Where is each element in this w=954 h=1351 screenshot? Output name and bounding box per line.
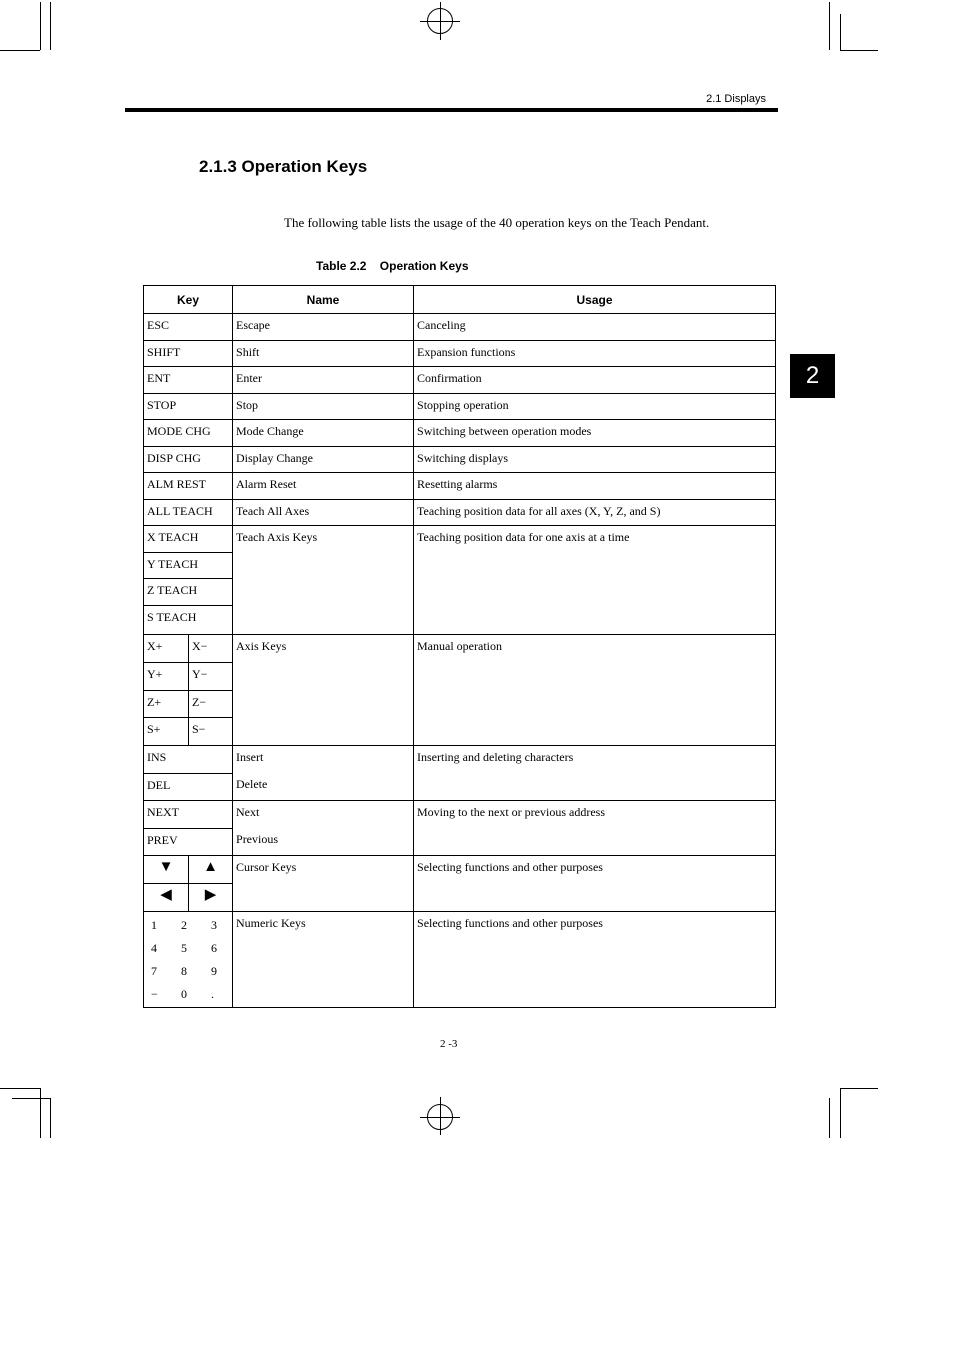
table-row	[144, 340, 776, 367]
table-row	[144, 499, 776, 526]
crop-mark	[50, 2, 51, 50]
table-row	[144, 855, 776, 883]
crop-mark	[840, 14, 841, 50]
key-cell: ESC	[144, 314, 233, 341]
header-key: Key	[144, 286, 233, 314]
numeric-keypad	[144, 912, 232, 1001]
key-cell: S−	[189, 717, 233, 745]
key-cell: SHIFT	[144, 340, 233, 367]
numeric-key: 9	[211, 963, 217, 978]
table-row	[144, 745, 776, 773]
numeric-key: 7	[151, 963, 157, 978]
crop-mark	[829, 2, 830, 50]
crop-mark	[829, 1098, 830, 1138]
key-cell: X+	[144, 634, 189, 662]
crop-mark	[0, 50, 40, 51]
name-cell: Cursor Keys	[233, 855, 414, 911]
crop-mark	[840, 1088, 841, 1138]
header-name: Name	[233, 286, 414, 314]
numeric-key: 2	[181, 917, 187, 932]
crop-mark	[40, 2, 41, 50]
table-row	[144, 800, 776, 828]
name-cell: Next	[233, 800, 414, 828]
crop-mark	[12, 1098, 50, 1099]
key-cell: INS	[144, 745, 233, 773]
numeric-key: .	[211, 986, 214, 1001]
key-cell: Y TEACH	[144, 552, 233, 579]
name-cell: Enter	[233, 367, 414, 394]
crop-mark	[40, 1088, 41, 1138]
key-cell: S TEACH	[144, 605, 233, 634]
key-cell: NEXT	[144, 800, 233, 828]
usage-cell: Inserting and deleting characters	[414, 745, 776, 800]
up-arrow-key-icon: ▲	[189, 855, 233, 883]
numeric-keys-cell	[144, 911, 233, 1007]
table-row	[144, 473, 776, 500]
key-cell: X TEACH	[144, 526, 233, 553]
key-cell: X−	[189, 634, 233, 662]
key-cell: S+	[144, 717, 189, 745]
key-cell: Z+	[144, 690, 189, 717]
key-cell: ALL TEACH	[144, 499, 233, 526]
table-row	[144, 446, 776, 473]
numeric-key: 4	[151, 940, 157, 955]
numeric-key: 1	[151, 917, 157, 932]
usage-cell: Canceling	[414, 314, 776, 341]
crop-mark	[840, 1088, 878, 1089]
table-row	[144, 634, 776, 662]
usage-cell: Manual operation	[414, 634, 776, 745]
key-cell: Z−	[189, 690, 233, 717]
down-arrow-key-icon: ▼	[144, 855, 189, 883]
usage-cell: Switching between operation modes	[414, 420, 776, 447]
registration-mark	[440, 1097, 441, 1135]
registration-mark	[420, 1117, 460, 1118]
table-row	[144, 911, 776, 1007]
numeric-key: 5	[181, 940, 187, 955]
numeric-key: 3	[211, 917, 217, 932]
name-cell: Numeric Keys	[233, 911, 414, 1007]
name-cell: Mode Change	[233, 420, 414, 447]
key-cell: DISP CHG	[144, 446, 233, 473]
usage-cell: Confirmation	[414, 367, 776, 394]
usage-cell: Resetting alarms	[414, 473, 776, 500]
table-row	[144, 526, 776, 553]
name-cell: Teach Axis Keys	[233, 526, 414, 635]
numeric-key: 8	[181, 963, 187, 978]
key-cell: ALM REST	[144, 473, 233, 500]
name-cell: Display Change	[233, 446, 414, 473]
key-cell: DEL	[144, 773, 233, 800]
name-cell: Escape	[233, 314, 414, 341]
header-rule	[125, 108, 778, 112]
section-title: 2.1.3 Operation Keys	[199, 157, 368, 176]
key-cell: ENT	[144, 367, 233, 394]
running-header: 2.1 Displays	[706, 93, 766, 105]
name-cell: Delete	[233, 773, 414, 800]
name-cell: Axis Keys	[233, 634, 414, 745]
key-cell: Z TEACH	[144, 579, 233, 606]
name-cell: Alarm Reset	[233, 473, 414, 500]
name-cell: Teach All Axes	[233, 499, 414, 526]
operation-keys-table	[143, 285, 776, 1008]
usage-cell: Switching displays	[414, 446, 776, 473]
usage-cell: Selecting functions and other purposes	[414, 855, 776, 911]
numeric-key: 0	[181, 986, 187, 1001]
usage-cell: Expansion functions	[414, 340, 776, 367]
numeric-key: −	[151, 986, 158, 1001]
usage-cell: Selecting functions and other purposes	[414, 911, 776, 1007]
table-caption: Table 2.2 Operation Keys	[316, 259, 469, 273]
left-arrow-key-icon: ◀	[144, 883, 189, 911]
chapter-tab: 2	[790, 354, 835, 398]
intro-paragraph: The following table lists the usage of the 40 operation keys on the Teach Pendant.	[284, 215, 710, 230]
key-cell: Y−	[189, 662, 233, 690]
name-cell: Shift	[233, 340, 414, 367]
table-row	[144, 393, 776, 420]
name-cell: Insert	[233, 745, 414, 773]
usage-cell: Moving to the next or previous address	[414, 800, 776, 855]
crop-mark	[840, 50, 878, 51]
key-cell: PREV	[144, 828, 233, 855]
name-cell: Previous	[233, 828, 414, 855]
table-header-row	[144, 286, 776, 314]
table-row	[144, 367, 776, 394]
registration-mark	[420, 21, 460, 22]
key-cell: STOP	[144, 393, 233, 420]
usage-cell: Teaching position data for all axes (X, Y, Z, and S)	[414, 499, 776, 526]
page-number: 2 -3	[440, 1038, 458, 1050]
header-usage: Usage	[414, 286, 776, 314]
name-cell: Stop	[233, 393, 414, 420]
crop-mark	[50, 1098, 51, 1138]
usage-cell: Teaching position data for one axis at a time	[414, 526, 776, 635]
right-arrow-key-icon: ▶	[189, 883, 233, 911]
key-cell: MODE CHG	[144, 420, 233, 447]
crop-mark	[0, 1088, 40, 1089]
table-row	[144, 420, 776, 447]
usage-cell: Stopping operation	[414, 393, 776, 420]
key-cell: Y+	[144, 662, 189, 690]
table-row	[144, 314, 776, 341]
numeric-key: 6	[211, 940, 217, 955]
